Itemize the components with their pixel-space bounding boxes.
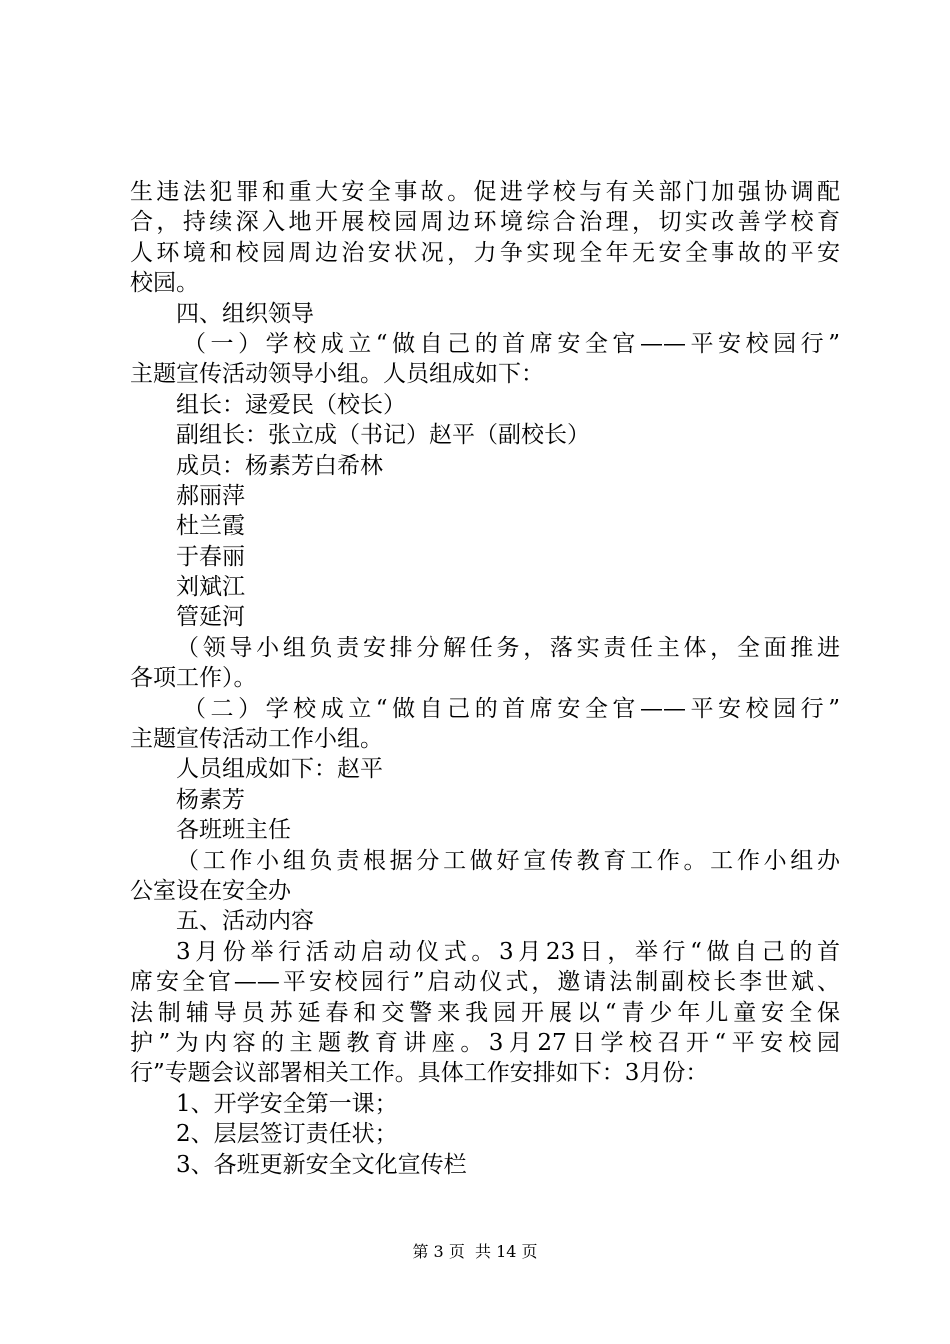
text-line: 主题宣传活动领导小组。人员组成如下：	[130, 361, 544, 388]
member-name: 郝丽萍	[176, 482, 245, 509]
text-line: 生违法犯罪和重大安全事故。促进学校与有关部门加强协调配	[130, 179, 840, 205]
text-line: 成员：杨素芳白希林	[176, 452, 383, 479]
member-name: 刘斌江	[176, 574, 245, 601]
member-name: 杜兰霞	[176, 513, 245, 540]
text-line: 法制辅导员苏延春和交警来我园开展以“青少年儿童安全保	[130, 999, 840, 1026]
text-line: 合，持续深入地开展校园周边环境综合治理，切实改善学校育	[130, 209, 840, 236]
text-line: （二）学校成立“做自己的首席安全官——平安校园行”	[183, 695, 840, 722]
text-line: 校园。	[130, 270, 199, 297]
list-item: 1、开学安全第一课；	[176, 1090, 398, 1117]
page-footer: 第 3 页 共 14 页	[412, 1242, 538, 1261]
member-name: 于春丽	[176, 543, 245, 570]
text-line: 主题宣传活动工作小组。	[130, 726, 383, 753]
section-heading: 四、组织领导	[176, 300, 314, 327]
member-name: 各班班主任	[176, 817, 291, 844]
member-name: 管延河	[176, 604, 245, 631]
text-line: 各项工作）。	[130, 665, 257, 692]
text-line: 3月份举行活动启动仪式。3月23日，举行“做自己的首	[176, 938, 840, 965]
text-line: 人员组成如下：赵平	[176, 756, 383, 783]
text-line: 护”为内容的主题教育讲座。3月27日学校召开“平安校园	[130, 1029, 840, 1056]
document-body	[130, 177, 840, 1180]
list-item: 2、层层签订责任状；	[176, 1121, 398, 1148]
text-line: 公室设在安全办	[130, 877, 291, 904]
text-line: （工作小组负责根据分工做好宣传教育工作。工作小组办	[176, 847, 840, 874]
text-line: 组长：逯爱民（校长）	[176, 391, 406, 418]
text-line: 副组长：张立成（书记）赵平（副校长）	[176, 422, 590, 449]
text-line: （领导小组负责安排分解任务，落实责任主体，全面推进	[176, 634, 840, 661]
text-line: 人环境和校园周边治安状况，力争实现全年无安全事故的平安	[130, 239, 840, 266]
section-heading: 五、活动内容	[176, 908, 314, 935]
list-item: 3、各班更新安全文化宣传栏	[176, 1151, 467, 1178]
text-line: （一）学校成立“做自己的首席安全官——平安校园行”	[183, 330, 840, 357]
member-name: 杨素芳	[176, 786, 245, 813]
text-line: 席安全官——平安校园行”启动仪式，邀请法制副校长李世斌、	[130, 969, 840, 996]
text-line: 行”专题会议部署相关工作。具体工作安排如下：3月份：	[130, 1060, 709, 1087]
